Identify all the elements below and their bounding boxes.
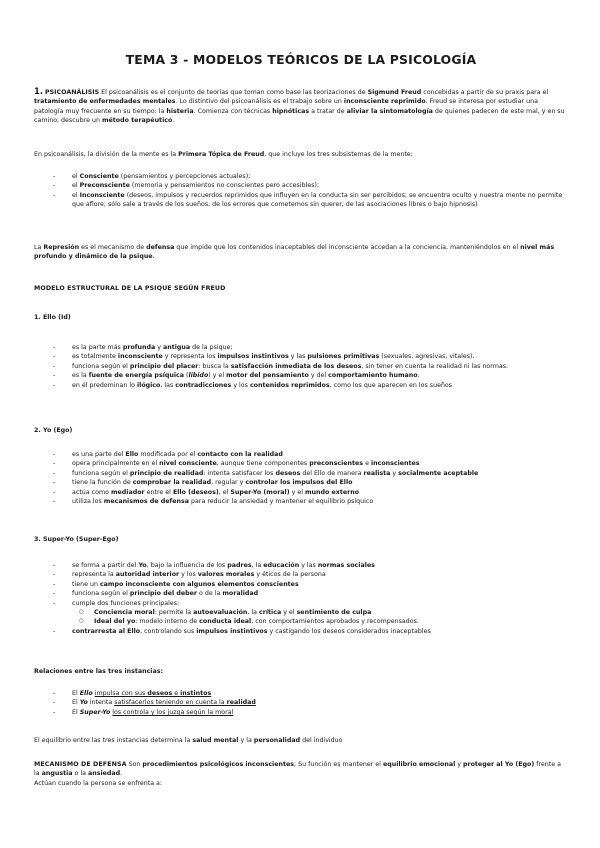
- list-item: - el Consciente (pensamientos y percepciones actuales);: [34, 172, 568, 181]
- sub-list-item: ○ Conciencia moral: permite la autoevaluación, la crítica y el sentimiento de culpa: [34, 608, 568, 617]
- list-item: - cumple dos funciones principales:: [34, 599, 568, 608]
- list-item: - funciona según el principio del placer: busca la satisfacción inmediata de los deseos, sin tener en cuenta la realidad ni las normas.: [34, 362, 568, 371]
- list-item: - El Ello impulsa con sus deseos e instintos: [34, 689, 568, 698]
- balance-paragraph: El equilibrio entre las tres instancias determina la salud mental y la personalidad del individuo: [34, 737, 343, 744]
- list-item: - El Super-Yo los controla y los juzga según la moral: [34, 708, 568, 717]
- page-title: TEMA 3 - MODELOS TEÓRICOS DE LA PSICOLOGÍA: [125, 52, 477, 67]
- yo-list: [34, 450, 568, 506]
- list-item: - tiene la función de comprobar la realidad, regular y controlar los impulsos del Ello: [34, 478, 568, 487]
- list-item: - es una parte del Ello modificada por el contacto con la realidad: [34, 450, 568, 459]
- superyo-heading: 3. Super-Yo (Super-Ego): [34, 536, 119, 543]
- list-item: - es totalmente inconsciente y representa los impulsos instintivos y las pulsiones primitivas (sexuales, agresivas, vitales).: [34, 352, 568, 361]
- list-item: - contrarresta al Ello, controlando sus impulsos instintivos y castigando los deseos considerados inaceptables: [34, 627, 568, 636]
- section-number: 1.: [34, 86, 44, 96]
- list-item: - es la fuente de energía psíquica (libido) y el motor del pensamiento y del comportamiento humano.: [34, 371, 568, 380]
- list-item: - es la parte más profunda y antigua de la psique;: [34, 343, 568, 352]
- ello-heading: 1. Ello (Id): [34, 314, 71, 321]
- list-item: - funciona según el principio de realidad: intenta satisfacer los deseos del Ello de manera realista y socialmente aceptable: [34, 469, 568, 478]
- list-item: - opera principalmente en el nivel consciente, aunque tiene componentes preconscientes e inconscientes: [34, 459, 568, 468]
- list-item: - funciona según el principio del deber o de la moralidad: [34, 589, 568, 598]
- list-item: - en él predominan lo ilógico, las contradicciones y los contenidos reprimidos, como los que aparecen en los sueños: [34, 381, 568, 390]
- list-item: - el Inconsciente (deseos, impulsos y recuerdos reprimidos que influyen en la conducta sin ser percibidos; se encuentra oculto y nuestra mente no permite que aflore; sólo sale a través de los sueños, de los errores que cometemos sin querer, de las asociaciones libres o bajo hipnosis): [34, 191, 568, 210]
- list-item: - representa la autoridad interior y los valores morales y éticos de la persona: [34, 570, 568, 579]
- list-item: - utiliza los mecanismos de defensa para reducir la ansiedad y mantener el equilibrio psíquico: [34, 497, 568, 506]
- list-item: - el Preconsciente (memoria y pensamientos no conscientes pero accesibles);: [34, 181, 568, 190]
- repression-paragraph: La Represión es el mecanismo de defensa que impide que los contenidos inaceptables del inconsciente accedan a la conciencia, manteniéndolos en el nivel más profundo y dinámico de la psique.: [34, 244, 555, 261]
- list-item: - tiene un campo inconsciente con algunos elementos conscientes: [34, 580, 568, 589]
- intro-paragraph: 1. PSICOANÁLISIS El psicoanálisis es el conjunto de teorías que toman como base las teorizaciones de Sigmund Freud concebidas a partir de su praxis para el tratamiento de enfermedades mentales. Lo distintivo del psicoanálisis es el trabajo sobre un inconsciente reprimido. Freud se interesa por estudiar una patología muy frecuente en su tiempo: la histeria. Comienza con técnicas hipnóticas a tratar de aliviar la sintomatología de quienes padecen de este mal, y en su camino, descubre un método terapéutico.: [34, 86, 565, 125]
- subsystems-list: [34, 172, 568, 210]
- defense-paragraph: MECANISMO DE DEFENSA Son procedimientos psicológicos inconscientes; Su función es mantener el equilibrio emocional y proteger al Yo (Ego) frente a la angustia o la ansiedad. Actúan cuando la persona se enfrenta a:: [34, 761, 562, 787]
- sub-list-item: ○ Ideal del yo: modelo interno de conducta ideal, con comportamientos aprobados y recompensados.: [34, 617, 568, 626]
- list-item: - actúa como mediador entre el Ello (deseos), el Super-Yo (moral) y el mundo externo: [34, 488, 568, 497]
- model-heading: MODELO ESTRUCTURAL DE LA PSIQUE SEGÚN FREUD: [34, 285, 226, 292]
- list-item: - El Yo intenta satisfacerlos teniendo en cuenta la realidad: [34, 698, 568, 707]
- yo-heading: 2. Yo (Ego): [34, 427, 73, 434]
- division-paragraph: En psicoanálisis, la división de la mente es la Primera Tópica de Freud, que incluye los tres subsistemas de la mente:: [34, 151, 413, 158]
- ello-list: [34, 343, 568, 390]
- section-heading: PSICOANÁLISIS: [45, 89, 100, 96]
- superyo-list: [34, 561, 568, 636]
- list-item: - se forma a partir del Yo, bajo la influencia de los padres, la educación y las normas sociales: [34, 561, 568, 570]
- relations-heading: Relaciones entre las tres instancias:: [34, 668, 163, 675]
- relations-list: [34, 689, 568, 717]
